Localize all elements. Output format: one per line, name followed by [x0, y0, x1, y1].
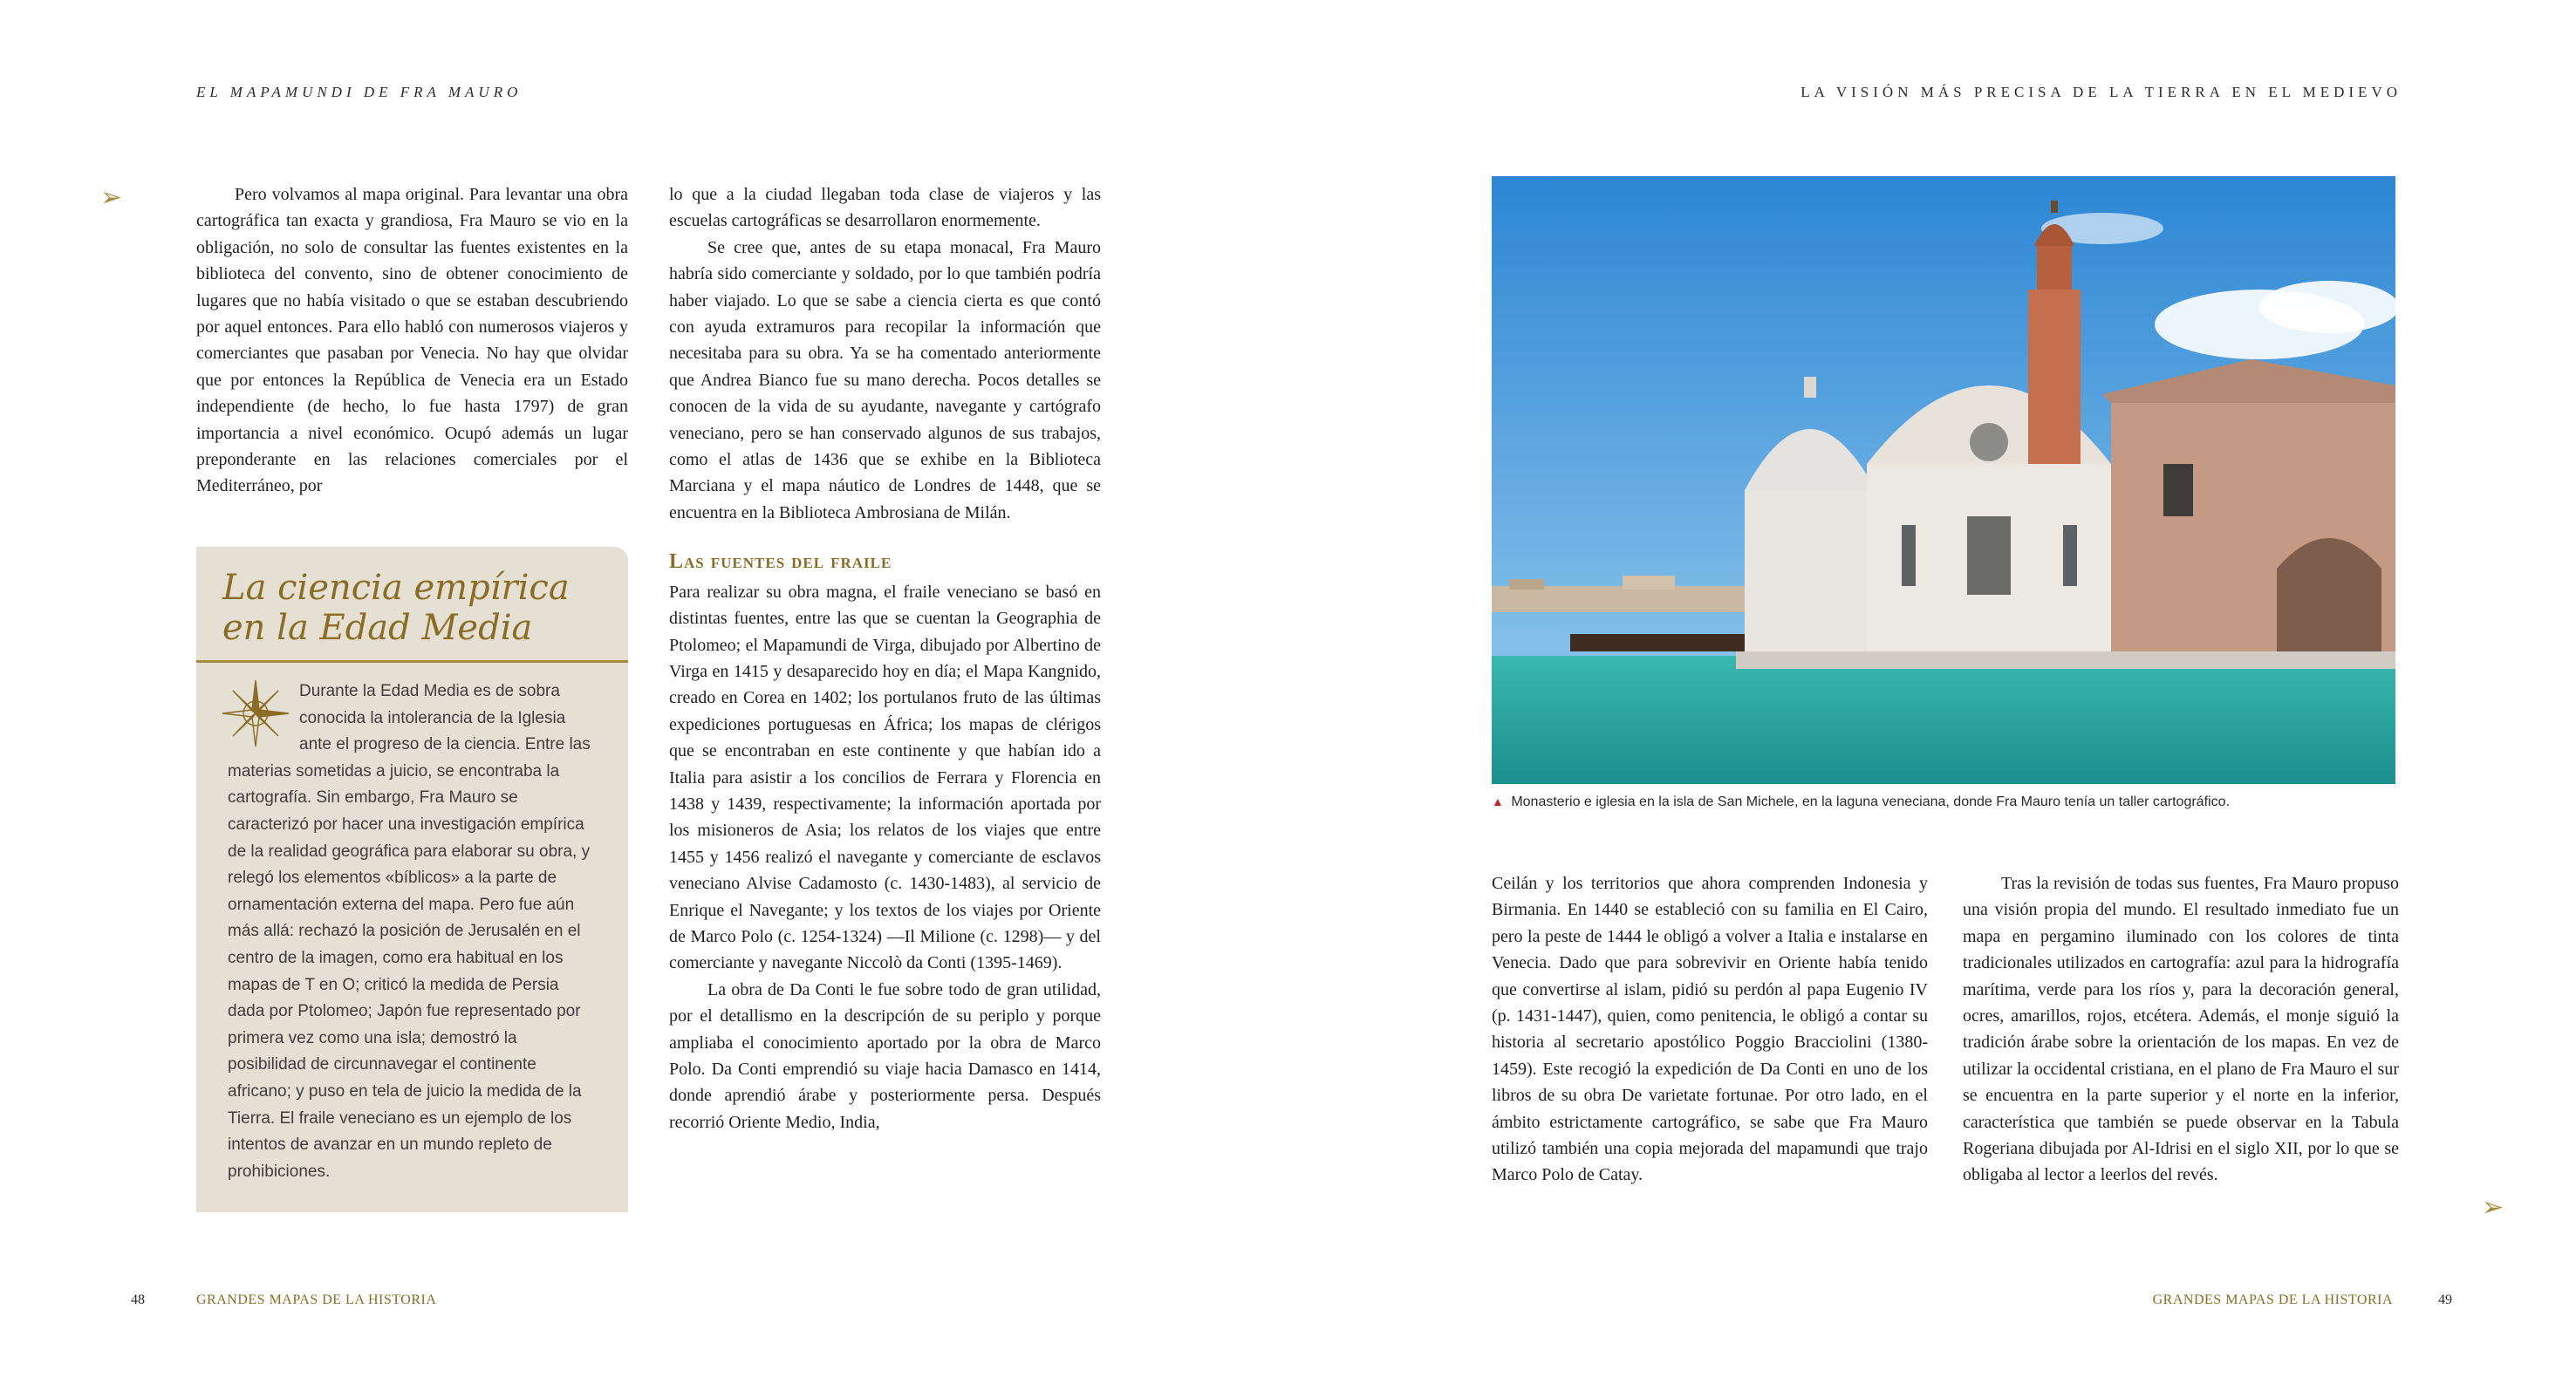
page-arrow-icon: ➢ [100, 183, 123, 212]
section-heading: Las fuentes del fraile [669, 550, 892, 574]
body-paragraph: La obra de Da Conti le fue sobre todo de gran utilidad, por el detallismo en la descripción de su periplo y porque ampliaba el conocimiento aportado por la obra de Marco Polo. Da Conti emprendió su viaje hacia Damasco en 1414, donde aprendió árabe y posteriormente persa. Después recorrió Oriente Medio, India, [669, 979, 1101, 1132]
body-paragraph: Tras la revisión de todas sus fuentes, Fra Mauro propuso una visión propia del mundo. El resultado inmediato fue un mapa en pergamino iluminado con los colores de tinta tradicionales utilizados en cartografía: azul para la hidrografía marítima, verde para los ríos y, para la decoración general, ocres, amarillos, rojos, etcétera. Además, el monje siguió la tradición árabe sobre la orientación de los mapas. En vez de utilizar la occidental cristiana, en el plano de Fra Mauro el sur se encuentra en la parte superior y el norte en la inferior, característica que también se puede observar en la Tabula Rogeriana dibujada por Al-Idrisi en el siglo XII, por lo que se obligaba al lector a leerlos del revés. [1963, 874, 2399, 1185]
photo-caption: ▲ Monasterio e iglesia en la isla de San Michele, en la laguna veneciana, donde Fra Mauro tenía un taller cartográfico. [1492, 794, 2230, 809]
sidebar-box [196, 547, 628, 1212]
right-column-2 [1963, 870, 2399, 1189]
sidebar-body [196, 663, 628, 1185]
sidebar-title: La ciencia empírica en la Edad Media [196, 547, 628, 663]
left-column-2 [669, 181, 1101, 1135]
body-paragraph: Para realizar su obra magna, el fraile veneciano se basó en distintas fuentes, entre las que se cuentan la Geographia de Ptolomeo; el Mapamundi de Virga, dibujado por Albertino de Virga en 1415 y desaparecido hoy en día; el Mapa Kangnido, creado en Corea en 1402; los portulanos fruto de las últimas expediciones portuguesas en África; los mapas de clérigos que se encontraban en este continente y que habían ido a Italia para asistir a los concilios de Ferrara y Florencia en 1438 y 1439, respectivamente; la información aportada por los misioneros de Asia; los relatos de los viajes que entre 1455 y 1456 realizó el navegante y comerciante de esclavos veneciano Alvise Cadamosto (c. 1430-1483), al servicio de Enrique el Navegante; y los textos de los viajes por Oriente de Marco Polo (c. 1254-1324) —Il Milione (c. 1298)— y del comerciante y navegante Niccolò da Conti (1395-1469). [669, 582, 1101, 973]
running-head-left: EL MAPAMUNDI DE FRA MAURO [196, 84, 523, 100]
right-column-1 [1492, 870, 1928, 1189]
body-paragraph: Se cree que, antes de su etapa monacal, Fra Mauro habría sido comerciante y soldado, por lo que también podría haber viajado. Lo que se sabe a ciencia cierta es que contó con ayuda extramuros para recopilar la información que necesitaba para su obra. Ya se ha comentado anteriormente que Andrea Bianco fue su mano derecha. Pocos detalles se conocen de la vida de su ayudante, navegante y cartógrafo veneciano, pero se han conservado algunos de sus trabajos, como el atlas de 1436 que se exhibe en la Biblioteca Marciana y el mapa náutico de Londres de 1448, que se encuentra en la Biblioteca Ambrosiana de Milán. [669, 237, 1101, 522]
body-paragraph: Pero volvamos al mapa original. Para levantar una obra cartográfica tan exacta y grandiosa, Fra Mauro se vio en la obligación, no solo de consultar las fuentes existentes en la biblioteca del convento, sino de obtener conocimiento de lugares que no había visitado o que se estaban descubriendo por aquel entonces. Para ello habló con numerosos viajeros y comerciantes que pasaban por Venecia. No hay que olvidar que por entonces la República de Venecia era un Estado independiente (de hecho, lo fue hasta 1797) de gran importancia a nivel económico. Ocupó además un lugar preponderante en las relaciones comerciales por el Mediterráneo, por [196, 185, 628, 496]
left-column-1 [196, 181, 628, 500]
sidebar-text: Durante la Edad Media es de sobra conocida la intolerancia de la Iglesia ante el progreso de la ciencia. Entre las materias sometidas a juicio, se encontraba la cartografía. Sin embargo, Fra Mauro se caracterizó por hacer una investigación empírica de la realidad geográfica para elaborar su obra, y relegó los elementos «bíblicos» a la parte de ornamentación externa del mapa. Pero fue aún más allá: rechazó la posición de Jerusalén en el centro de la imagen, como era habitual en los mapas de T en O; criticó la medida de Persia dada por Ptolomeo; Japón fue representado por primera vez como una isla; demostró la posibilidad de circunnavegar el continente africano; y puso en tela de juicio la medida de la Tierra. El fraile veneciano es un ejemplo de los intentos de avanzar en un mundo repleto de prohibiciones. [228, 682, 591, 1181]
footer-title-left: GRANDES MAPAS DE LA HISTORIA [196, 1292, 437, 1307]
caption-marker-icon: ▲ [1492, 794, 1504, 808]
body-paragraph: Ceilán y los territorios que ahora comprenden Indonesia y Birmania. En 1440 se estableció con su familia en El Cairo, pero la peste de 1444 le obligó a volver a Italia e instalarse en Venecia. Dado que para sobrevivir en Oriente había tenido que convertirse al islam, pidió su perdón al papa Eugenio IV (p. 1431-1447), quien, como penitencia, le obligó a contar su historia al secretario apostólico Poggio Bracciolini (1380-1459). Este recogió la expedición de Da Conti en uno de los libros de su obra De varietate fortunae. Por otro lado, en el ámbito estrictamente cartográfico, se sabe que Fra Mauro utilizó también una copia mejorada del mapamundi que trajo Marco Polo de Catay. [1492, 874, 1928, 1185]
page-number-left: 48 [131, 1292, 145, 1307]
photo-san-michele [1492, 176, 2395, 784]
church-photo-image [1492, 176, 2395, 784]
compass-rose-icon [221, 678, 290, 748]
body-paragraph: lo que a la ciudad llegaban toda clase de viajeros y las escuelas cartográficas se desarrollaron enormemente. [669, 185, 1101, 231]
running-head-right: LA VISIÓN MÁS PRECISA DE LA TIERRA EN EL MEDIEVO [1800, 84, 2402, 100]
footer-title-right: GRANDES MAPAS DE LA HISTORIA [2152, 1292, 2393, 1307]
page-arrow-icon: ➢ [2482, 1193, 2504, 1222]
page-number-right: 49 [2438, 1292, 2452, 1307]
